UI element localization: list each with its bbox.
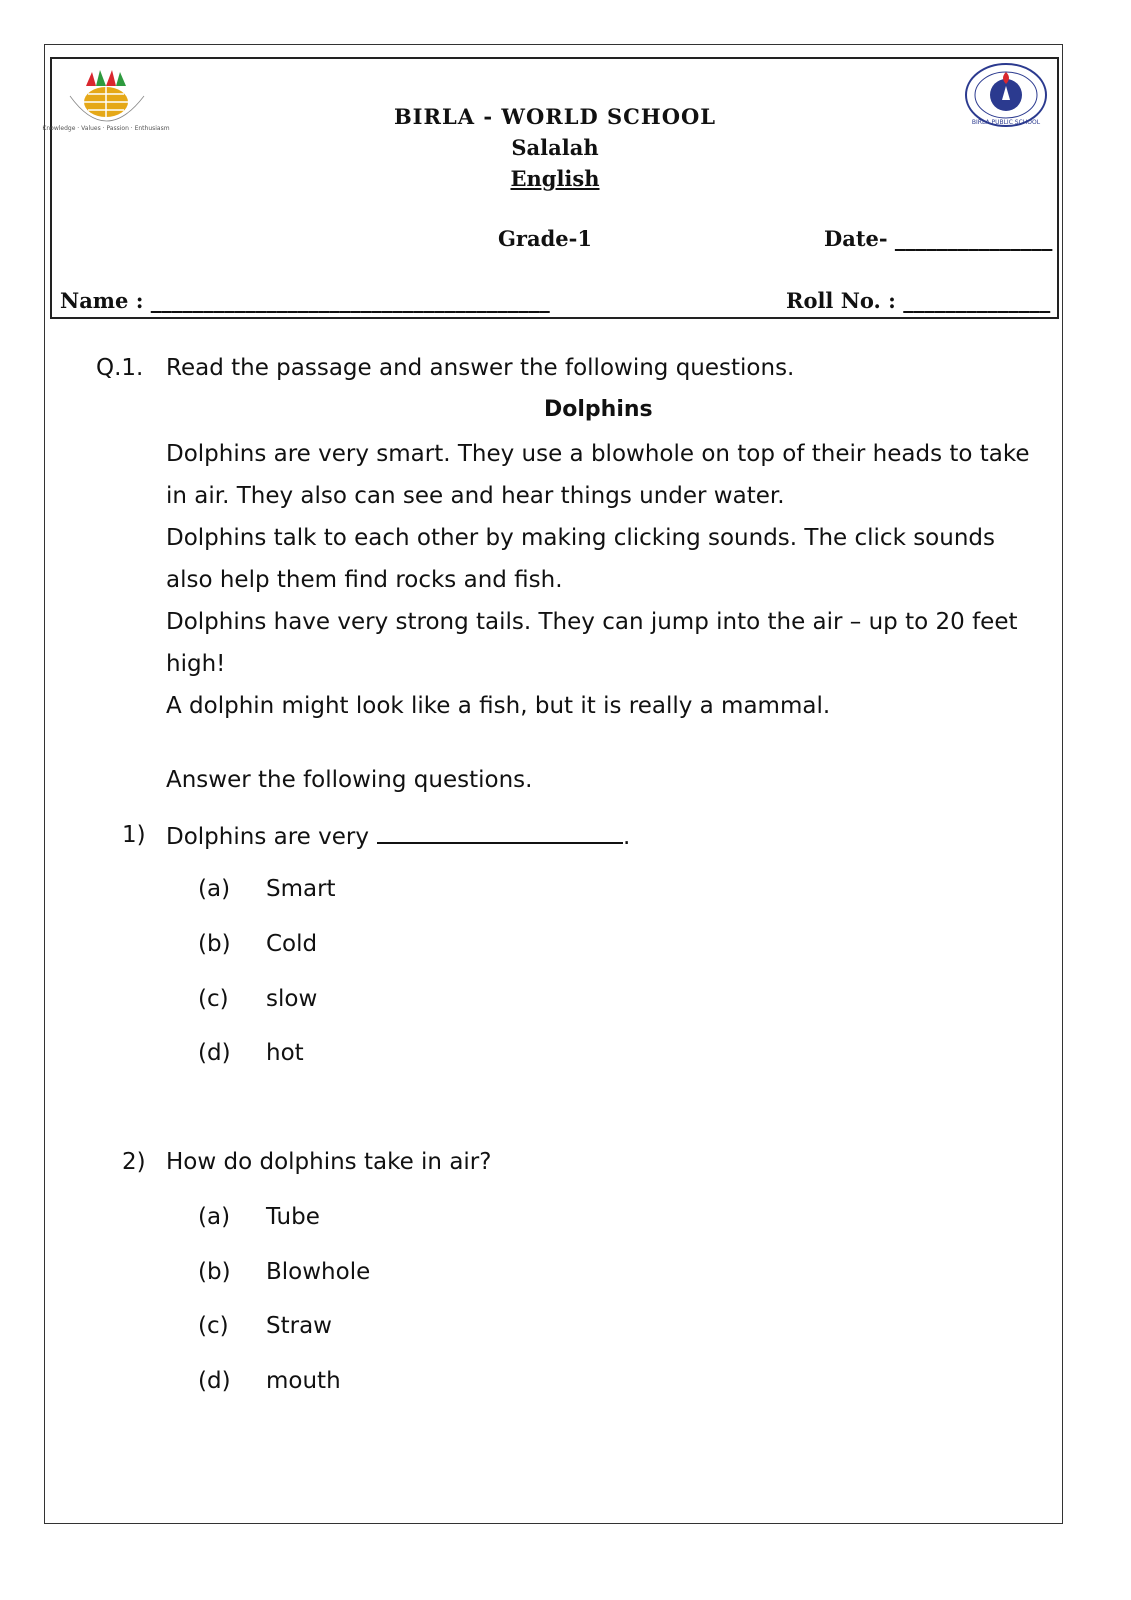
option-letter[interactable]: (b) xyxy=(198,1259,231,1285)
item-question-end: . xyxy=(622,824,631,850)
item-question-text: Dolphins are very xyxy=(166,824,369,850)
item-number: 2) xyxy=(122,1149,146,1175)
school-seal xyxy=(964,62,1048,128)
grade-label: Grade-1 xyxy=(498,226,592,251)
option-text[interactable]: mouth xyxy=(266,1368,341,1394)
answer-heading: Answer the following questions. xyxy=(166,767,533,793)
option-letter[interactable]: (a) xyxy=(198,876,231,902)
option-text[interactable]: Blowhole xyxy=(266,1259,371,1285)
question-instruction: Read the passage and answer the following questions. xyxy=(166,355,795,381)
option-letter[interactable]: (c) xyxy=(198,1313,229,1339)
passage-title: Dolphins xyxy=(544,397,653,422)
item-question: How do dolphins take in air? xyxy=(166,1149,492,1175)
roll-number-field[interactable]: Roll No. : ______________ xyxy=(786,288,1051,313)
passage-paragraph: Dolphins have very strong tails. They can jump into the air – up to 20 feet high! xyxy=(166,609,1018,677)
option-letter[interactable]: (d) xyxy=(198,1368,231,1394)
school-city: Salalah xyxy=(511,135,599,160)
option-letter[interactable]: (c) xyxy=(198,986,229,1012)
option-letter[interactable]: (d) xyxy=(198,1040,231,1066)
option-text[interactable]: hot xyxy=(266,1040,304,1066)
option-text[interactable]: Smart xyxy=(266,876,336,902)
seal-caption: BIRLA PUBLIC SCHOOL xyxy=(971,119,1041,126)
item-number: 1) xyxy=(122,822,146,848)
subject-title: English xyxy=(510,166,600,191)
option-text[interactable]: Tube xyxy=(266,1204,320,1230)
logo-book-icon xyxy=(86,70,126,86)
option-text[interactable]: Straw xyxy=(266,1313,332,1339)
question-number: Q.1. xyxy=(96,355,144,381)
passage-paragraph: Dolphins talk to each other by making clicking sounds. The click sounds also help them find rocks and fish. xyxy=(166,525,995,593)
option-text[interactable]: Cold xyxy=(266,931,318,957)
option-letter[interactable]: (b) xyxy=(198,931,231,957)
passage-paragraph: A dolphin might look like a fish, but it is really a mammal. xyxy=(166,693,831,719)
option-text[interactable]: slow xyxy=(266,986,318,1012)
passage-paragraph: Dolphins are very smart. They use a blowhole on top of their heads to take in air. They also can see and hear things under water. xyxy=(166,441,1030,509)
date-field[interactable]: Date- _______________ xyxy=(824,226,1053,251)
answer-blank[interactable] xyxy=(377,822,623,844)
name-field[interactable]: Name : ______________________________________ xyxy=(60,288,550,313)
school-name: BIRLA - WORLD SCHOOL xyxy=(393,104,717,129)
logo-caption: Knowledge · Values · Passion · Enthusiasm xyxy=(42,125,170,132)
option-letter[interactable]: (a) xyxy=(198,1204,231,1230)
school-logo xyxy=(42,64,170,136)
logo-globe-icon xyxy=(84,87,128,117)
item-question xyxy=(166,822,630,850)
